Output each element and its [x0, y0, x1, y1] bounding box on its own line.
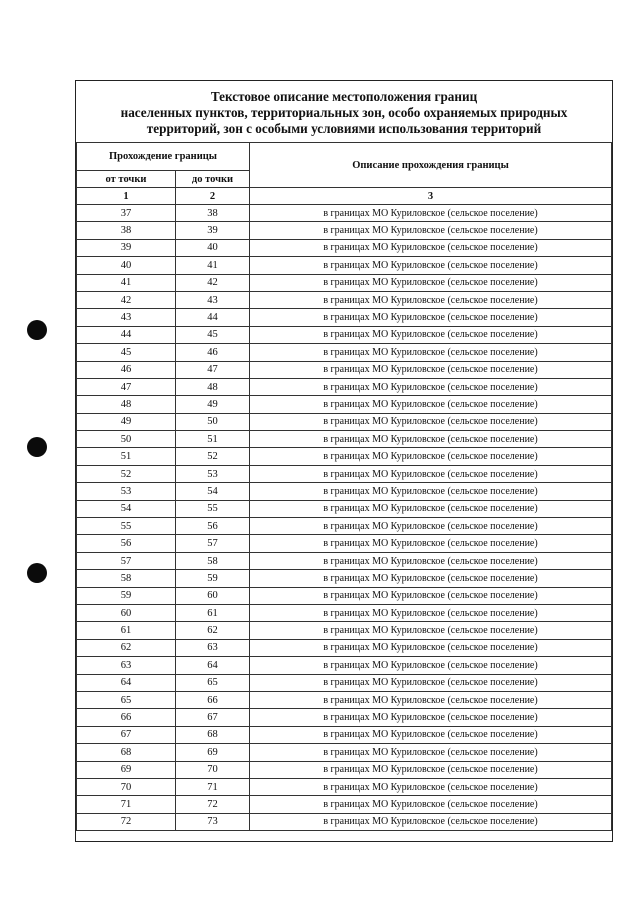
table-row [77, 570, 612, 587]
cell-to-point: 73 [176, 813, 250, 830]
cell-to-point: 63 [176, 639, 250, 656]
cell-to-point: 51 [176, 431, 250, 448]
table-row [77, 587, 612, 604]
table-row [77, 222, 612, 239]
cell-from-point: 70 [77, 778, 176, 795]
table-row [77, 726, 612, 743]
cell-from-point: 50 [77, 431, 176, 448]
cell-description: в границах МО Куриловское (сельское поселение) [250, 674, 612, 691]
cell-description: в границах МО Куриловское (сельское поселение) [250, 639, 612, 656]
cell-to-point: 67 [176, 709, 250, 726]
cell-from-point: 57 [77, 552, 176, 569]
cell-description: в границах МО Куриловское (сельское поселение) [250, 761, 612, 778]
header-passage: Прохождение границы [77, 143, 250, 171]
cell-description: в границах МО Куриловское (сельское поселение) [250, 744, 612, 761]
header-to-point: до точки [176, 171, 250, 188]
cell-description: в границах МО Куриловское (сельское поселение) [250, 465, 612, 482]
cell-to-point: 66 [176, 691, 250, 708]
table-row [77, 344, 612, 361]
cell-from-point: 51 [77, 448, 176, 465]
table-row [77, 796, 612, 813]
cell-description: в границах МО Куриловское (сельское поселение) [250, 309, 612, 326]
table-row [77, 361, 612, 378]
cell-description: в границах МО Куриловское (сельское поселение) [250, 518, 612, 535]
cell-to-point: 64 [176, 657, 250, 674]
table-row [77, 465, 612, 482]
cell-description: в границах МО Куриловское (сельское поселение) [250, 709, 612, 726]
cell-to-point: 45 [176, 326, 250, 343]
cell-to-point: 53 [176, 465, 250, 482]
table-row [77, 309, 612, 326]
cell-from-point: 68 [77, 744, 176, 761]
cell-from-point: 49 [77, 413, 176, 430]
cell-description: в границах МО Куриловское (сельское поселение) [250, 239, 612, 256]
cell-from-point: 42 [77, 291, 176, 308]
cell-from-point: 63 [77, 657, 176, 674]
cell-from-point: 56 [77, 535, 176, 552]
cell-description: в границах МО Куриловское (сельское поселение) [250, 500, 612, 517]
cell-from-point: 64 [77, 674, 176, 691]
cell-to-point: 54 [176, 483, 250, 500]
cell-description: в границах МО Куриловское (сельское поселение) [250, 257, 612, 274]
document-title [76, 81, 612, 142]
cell-from-point: 46 [77, 361, 176, 378]
cell-description: в границах МО Куриловское (сельское поселение) [250, 813, 612, 830]
cell-from-point: 66 [77, 709, 176, 726]
cell-from-point: 43 [77, 309, 176, 326]
table-row [77, 205, 612, 222]
document-sheet [75, 80, 613, 842]
cell-description: в границах МО Куриловское (сельское поселение) [250, 657, 612, 674]
cell-to-point: 69 [176, 744, 250, 761]
table-body [77, 205, 612, 831]
table-row [77, 396, 612, 413]
cell-to-point: 43 [176, 291, 250, 308]
cell-description: в границах МО Куриловское (сельское поселение) [250, 431, 612, 448]
table-row [77, 257, 612, 274]
cell-description: в границах МО Куриловское (сельское поселение) [250, 796, 612, 813]
cell-from-point: 60 [77, 604, 176, 621]
cell-to-point: 42 [176, 274, 250, 291]
header-description: Описание прохождения границы [250, 143, 612, 188]
cell-description: в границах МО Куриловское (сельское поселение) [250, 726, 612, 743]
cell-from-point: 58 [77, 570, 176, 587]
cell-from-point: 53 [77, 483, 176, 500]
table-row [77, 378, 612, 395]
cell-description: в границах МО Куриловское (сельское поселение) [250, 604, 612, 621]
table-row [77, 448, 612, 465]
table-row [77, 239, 612, 256]
table-row [77, 431, 612, 448]
cell-to-point: 70 [176, 761, 250, 778]
boundary-table [76, 142, 612, 831]
punch-hole [27, 437, 47, 457]
header-col-1: 1 [77, 188, 176, 205]
cell-from-point: 41 [77, 274, 176, 291]
cell-to-point: 72 [176, 796, 250, 813]
cell-description: в границах МО Куриловское (сельское поселение) [250, 778, 612, 795]
title-line: населенных пунктов, территориальных зон, особо охраняемых природных [120, 105, 568, 120]
header-col-3: 3 [250, 188, 612, 205]
table-row [77, 744, 612, 761]
cell-to-point: 55 [176, 500, 250, 517]
cell-to-point: 49 [176, 396, 250, 413]
cell-to-point: 48 [176, 378, 250, 395]
cell-to-point: 71 [176, 778, 250, 795]
cell-to-point: 57 [176, 535, 250, 552]
cell-from-point: 59 [77, 587, 176, 604]
table-row [77, 674, 612, 691]
cell-description: в границах МО Куриловское (сельское поселение) [250, 691, 612, 708]
punch-hole [27, 563, 47, 583]
cell-to-point: 60 [176, 587, 250, 604]
cell-description: в границах МО Куриловское (сельское поселение) [250, 570, 612, 587]
table-row [77, 291, 612, 308]
cell-description: в границах МО Куриловское (сельское поселение) [250, 448, 612, 465]
cell-description: в границах МО Куриловское (сельское поселение) [250, 622, 612, 639]
cell-from-point: 55 [77, 518, 176, 535]
table-row [77, 535, 612, 552]
cell-to-point: 68 [176, 726, 250, 743]
header-col-2: 2 [176, 188, 250, 205]
table-row [77, 500, 612, 517]
cell-to-point: 46 [176, 344, 250, 361]
table-row [77, 413, 612, 430]
cell-from-point: 71 [77, 796, 176, 813]
cell-from-point: 40 [77, 257, 176, 274]
table-row [77, 483, 612, 500]
table-row [77, 326, 612, 343]
cell-to-point: 41 [176, 257, 250, 274]
cell-to-point: 47 [176, 361, 250, 378]
cell-description: в границах МО Куриловское (сельское поселение) [250, 326, 612, 343]
cell-to-point: 50 [176, 413, 250, 430]
cell-from-point: 37 [77, 205, 176, 222]
cell-description: в границах МО Куриловское (сельское поселение) [250, 587, 612, 604]
table-row [77, 518, 612, 535]
cell-to-point: 40 [176, 239, 250, 256]
table-row [77, 622, 612, 639]
punch-hole [27, 320, 47, 340]
cell-description: в границах МО Куриловское (сельское поселение) [250, 344, 612, 361]
cell-from-point: 47 [77, 378, 176, 395]
table-row [77, 657, 612, 674]
cell-to-point: 58 [176, 552, 250, 569]
cell-description: в границах МО Куриловское (сельское поселение) [250, 396, 612, 413]
cell-from-point: 39 [77, 239, 176, 256]
cell-to-point: 44 [176, 309, 250, 326]
cell-to-point: 56 [176, 518, 250, 535]
cell-description: в границах МО Куриловское (сельское поселение) [250, 552, 612, 569]
cell-from-point: 44 [77, 326, 176, 343]
cell-to-point: 61 [176, 604, 250, 621]
table-row [77, 778, 612, 795]
cell-description: в границах МО Куриловское (сельское поселение) [250, 535, 612, 552]
cell-to-point: 38 [176, 205, 250, 222]
cell-to-point: 59 [176, 570, 250, 587]
cell-from-point: 72 [77, 813, 176, 830]
table-row [77, 709, 612, 726]
header-from-point: от точки [77, 171, 176, 188]
cell-description: в границах МО Куриловское (сельское поселение) [250, 378, 612, 395]
cell-description: в границах МО Куриловское (сельское поселение) [250, 413, 612, 430]
cell-from-point: 69 [77, 761, 176, 778]
table-row [77, 552, 612, 569]
cell-description: в границах МО Куриловское (сельское поселение) [250, 222, 612, 239]
cell-to-point: 39 [176, 222, 250, 239]
table-row [77, 639, 612, 656]
table-row [77, 761, 612, 778]
table-row [77, 604, 612, 621]
title-line: Текстовое описание местоположения границ [210, 89, 478, 104]
title-line: территорий, зон с особыми условиями использования территорий [146, 121, 542, 136]
cell-from-point: 61 [77, 622, 176, 639]
cell-description: в границах МО Куриловское (сельское поселение) [250, 205, 612, 222]
table-row [77, 691, 612, 708]
table-row [77, 274, 612, 291]
cell-from-point: 67 [77, 726, 176, 743]
cell-to-point: 65 [176, 674, 250, 691]
cell-to-point: 52 [176, 448, 250, 465]
cell-description: в границах МО Куриловское (сельское поселение) [250, 274, 612, 291]
cell-from-point: 38 [77, 222, 176, 239]
cell-to-point: 62 [176, 622, 250, 639]
cell-from-point: 54 [77, 500, 176, 517]
cell-description: в границах МО Куриловское (сельское поселение) [250, 483, 612, 500]
cell-from-point: 62 [77, 639, 176, 656]
table-row [77, 813, 612, 830]
cell-description: в границах МО Куриловское (сельское поселение) [250, 361, 612, 378]
cell-from-point: 52 [77, 465, 176, 482]
cell-from-point: 65 [77, 691, 176, 708]
cell-from-point: 48 [77, 396, 176, 413]
cell-description: в границах МО Куриловское (сельское поселение) [250, 291, 612, 308]
cell-from-point: 45 [77, 344, 176, 361]
